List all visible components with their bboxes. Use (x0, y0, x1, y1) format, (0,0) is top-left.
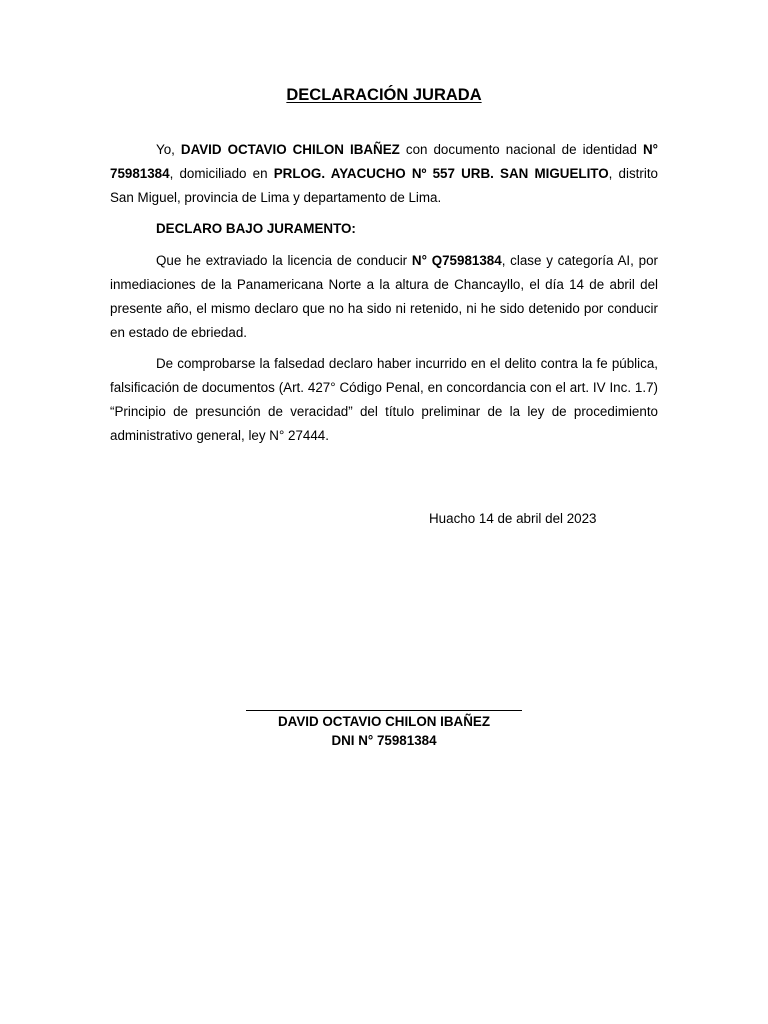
intro-text: Yo, (156, 142, 181, 157)
declarant-name: DAVID OCTAVIO CHILON IBAÑEZ (180, 142, 400, 157)
identity-text: con documento nacional de identidad (399, 142, 643, 157)
paragraph-identity (110, 138, 658, 209)
license-intro-text: Que he extraviado la licencia de conducir (156, 253, 412, 269)
signature-line (246, 710, 522, 711)
signature-name: DAVID OCTAVIO CHILON IBAÑEZ (277, 714, 490, 729)
license-details-text: , clase y categoría AI, por inmediaciones de la Panamericana Norte a la altura de Chancayllo, el día 14 de abril del presente año, el mismo declaro que no ha sido ni retenido, ni he sido detenido por conducir en estado de ebriedad. (110, 253, 658, 340)
domicile-text: , domiciliado en (169, 165, 274, 181)
license-number: N° Q75981384 (411, 253, 502, 269)
district-text: , distrito San Miguel, provincia de Lima y departamento de Lima. (110, 165, 658, 205)
declaro-heading: DECLARO BAJO JURAMENTO: (156, 221, 356, 237)
paragraph-license (110, 249, 658, 344)
date-location: Huacho 14 de abril del 2023 (429, 511, 597, 526)
declarant-address: PRLOG. AYACUCHO Nº 557 URB. SAN MIGUELITO (273, 165, 609, 181)
signature-dni: DNI N° 75981384 (331, 733, 437, 748)
declarant-dni: N° 75981384 (110, 142, 659, 181)
document-body (110, 138, 658, 456)
paragraph-falsedad: De comprobarse la falsedad declaro haber incurrido en el delito contra la fe pública, falsificación de documentos (Art. 427° Código Penal, en concordancia con el art. IV Inc. 1.7) “Principio de presunción de veracidad” del título preliminar de la ley de procedimiento administrativo general, ley N° 27444. (110, 356, 658, 443)
document-title: DECLARACIÓN JURADA (286, 86, 482, 104)
